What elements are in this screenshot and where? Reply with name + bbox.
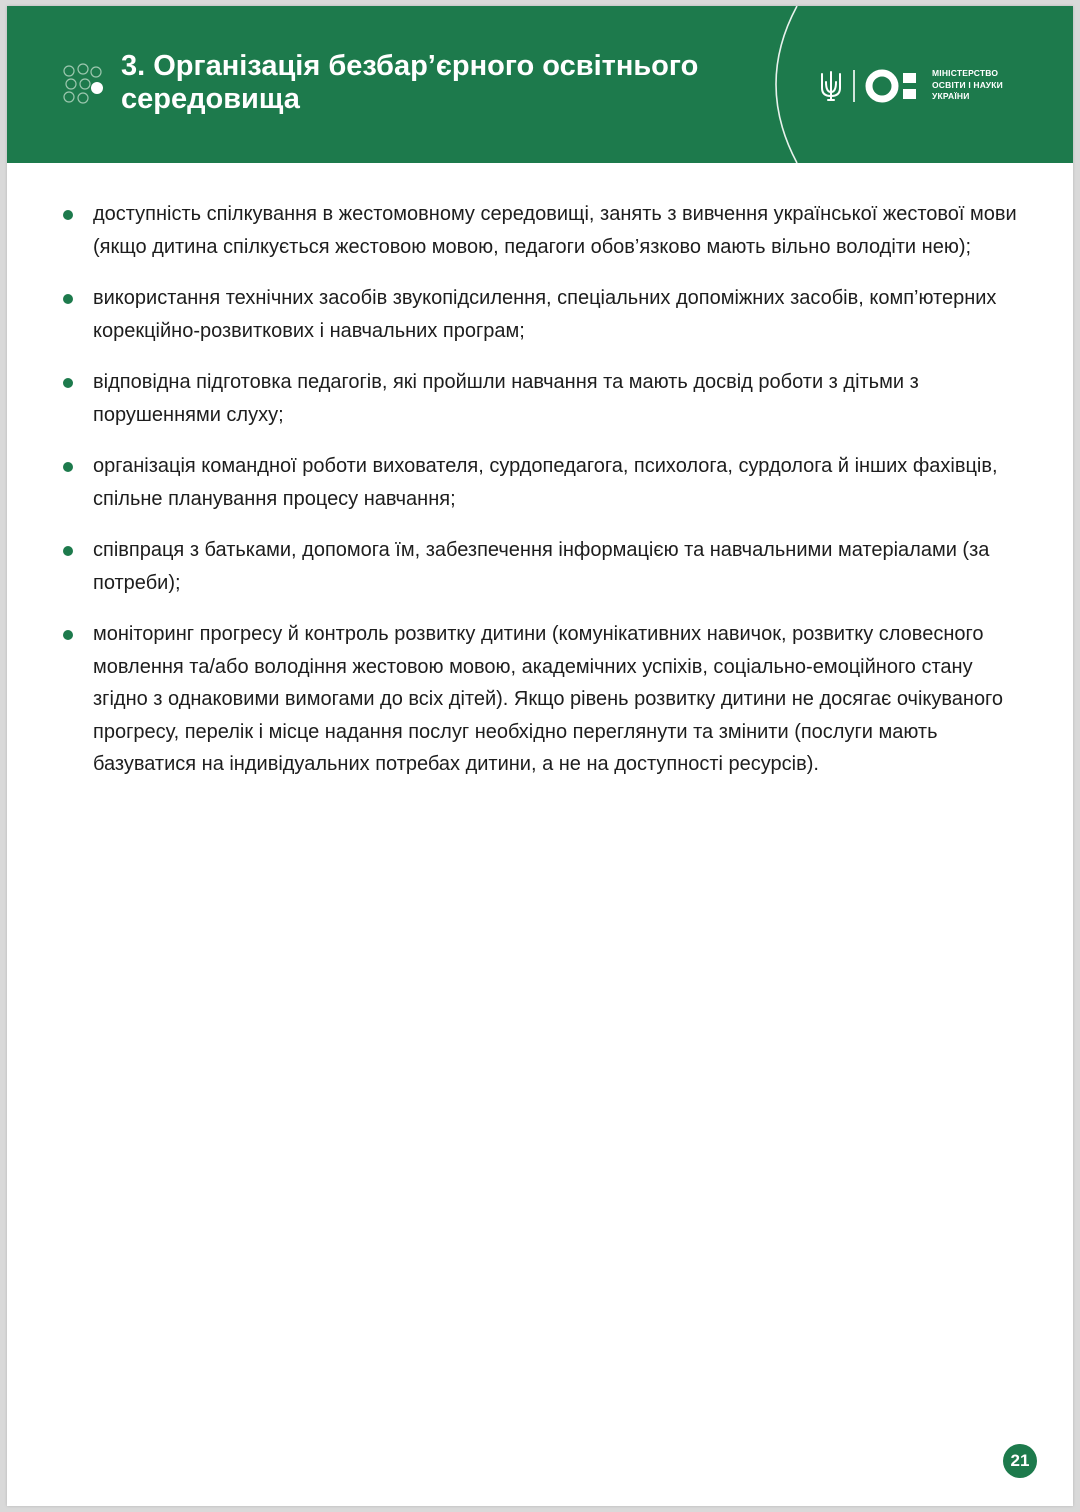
bullet-icon bbox=[63, 462, 73, 472]
bullet-icon bbox=[63, 378, 73, 388]
ministry-name bbox=[932, 68, 1042, 103]
list-item-text: організація командної роботи вихователя, сурдопедагога, психолога, сурдолога й інших фахівців, спільне планування процесу навчання; bbox=[93, 455, 998, 510]
list-item bbox=[7, 534, 1073, 599]
list-item-text: використання технічних засобів звукопідсилення, спеціальних допоміжних засобів, комп’ютерних корекційно-розвиткових і навчальних програм; bbox=[93, 287, 997, 342]
bullet-icon bbox=[63, 630, 73, 640]
trident-icon bbox=[819, 70, 843, 104]
list-item bbox=[7, 450, 1073, 515]
list-item-text: відповідна підготовка педагогів, які пройшли навчання та мають досвід роботи з дітьми з порушеннями слуху; bbox=[93, 371, 919, 426]
list-item-text: доступність спілкування в жестомовному середовищі, занять з вивчення української жестової мови (якщо дитина спілкується жестовою мовою, педагоги обов’язково мають вільно володіти нею); bbox=[93, 203, 1017, 258]
bullet-icon bbox=[63, 294, 73, 304]
page-number: 21 bbox=[1003, 1444, 1037, 1478]
main-content bbox=[7, 198, 1073, 800]
bullet-icon bbox=[63, 210, 73, 220]
document-page bbox=[7, 6, 1073, 1506]
ministry-line: ОСВІТИ І НАУКИ bbox=[932, 79, 1003, 90]
brand-divider bbox=[853, 70, 855, 102]
circle-cluster-icon bbox=[61, 62, 105, 106]
ministry-line: МІНІСТЕРСТВО bbox=[932, 68, 999, 78]
ministry-brand bbox=[813, 64, 1033, 108]
list-item bbox=[7, 366, 1073, 431]
list-item bbox=[7, 282, 1073, 347]
requirements-list bbox=[7, 198, 1073, 781]
bullet-icon bbox=[63, 546, 73, 556]
ministry-line: УКРАЇНИ bbox=[932, 91, 970, 101]
mon-logo-icon bbox=[865, 68, 925, 104]
list-item-text: моніторинг прогресу й контроль розвитку дитини (комунікативних навичок, розвитку словесного мовлення та/або володіння жестовою мовою, академічних успіхів, соціально-емоційного стану згідно з однаковими вимогами до всіх дітей). Якщо рівень розвитку дитини не досягає очікуваного прогресу, перелік і місце надання послуг необхідно переглянути та змінити (послуги мають базуватися на індивідуальних потребах дитини, а не на доступності ресурсів). bbox=[93, 623, 1004, 775]
list-item-text: співпраця з батьками, допомога їм, забезпечення інформацією та навчальними матеріалами (за потреби); bbox=[93, 539, 990, 594]
list-item bbox=[7, 198, 1073, 263]
page-title: 3. Організація безбар’єрного освітнього середовища bbox=[121, 50, 699, 115]
list-item bbox=[7, 618, 1073, 781]
page-header bbox=[7, 6, 1073, 163]
